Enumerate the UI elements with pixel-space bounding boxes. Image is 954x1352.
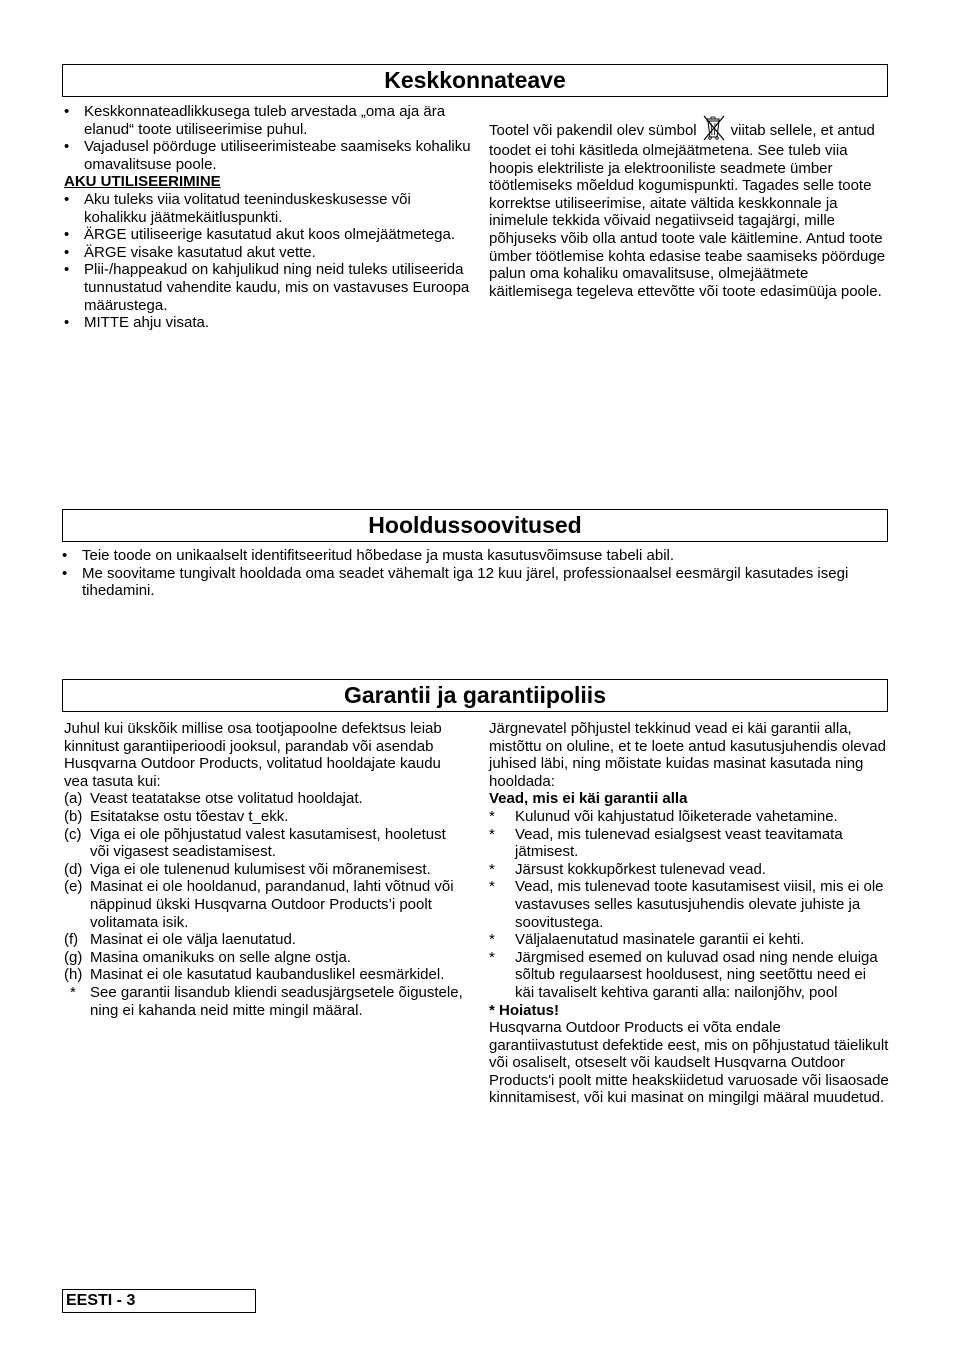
warning-text: Husqvarna Outdoor Products ei võta endale garantiivastutust defektide eest, mis on põhjustatud täielikult või osaliselt, otseselt või kaudselt Husqvarna Outdoor Products'i poolt mitte heakskiidetud varuosade või lisaosade kinnitamisest, või kui masinat on mingilgi määral muudetud.: [489, 1019, 889, 1107]
list-item: • Plii-/happeakud on kahjulikud ning neid tuleks utiliseerida tunnustatud vahendite kaudu, mis on vastavuses Euroopa määrustega.: [64, 261, 470, 314]
exclusions-heading: Vead, mis ei käi garantii alla: [489, 790, 688, 808]
warranty-right-column: [489, 720, 889, 1107]
maintenance-list: [62, 547, 890, 600]
environment-right-column: [489, 120, 889, 300]
environment-left-column: [64, 103, 474, 332]
list-item: • Vajadusel pöörduge utiliseerimisteabe saamiseks kohaliku omavalitsuse poole.: [64, 138, 471, 173]
section-title-warranty: Garantii ja garantiipoliis: [62, 679, 888, 712]
list-item: * See garantii lisandub kliendi seadusjärgsetele õigustele, ning ei kahanda neid mitte mingil määral.: [70, 983, 463, 1019]
warranty-intro: Juhul kui ükskõik millise osa tootjapoolne defektsus leiab kinnitust garantiiperioodi jooksul, parandab või asendab Husqvarna Outdoor Products, volitatud hooldajate kaudu vea tasuta kui:: [64, 720, 442, 790]
list-item: (f) Masinat ei ole välja laenutatud.: [64, 931, 296, 949]
warranty-left-column: [64, 720, 464, 1019]
list-item: * Kulunud või kahjustatud lõiketerade vahetamine.: [489, 807, 838, 825]
list-item: * Vead, mis tulenevad esialgsest veast teavitamata jätmisest.: [489, 825, 843, 861]
page-footer-label: EESTI - 3: [62, 1289, 256, 1313]
section-title-maintenance: Hooldussoovitused: [62, 509, 888, 542]
list-item: • Keskkonnateadlikkusega tuleb arvestada „oma aja ära elanud“ toote utiliseerimise puhul.: [64, 103, 446, 138]
list-item: * Väljalaenutatud masinatele garantii ei kehti.: [489, 931, 805, 949]
list-item: * Vead, mis tulenevad toote kasutamisest viisil, mis ei ole vastavuses selles kasutusjuhendis olevate juhiste ja soovitustega.: [489, 878, 884, 931]
list-item: • ÄRGE visake kasutatud akut vette.: [64, 243, 316, 261]
list-item: • Teie toode on unikaalselt identifitseeritud hõbedase ja musta kasutusvõimsuse tabeli abil.: [62, 547, 675, 564]
section-title-environment: Keskkonnateave: [62, 64, 888, 97]
list-item: • Me soovitame tungivalt hooldada oma seadet vähemalt iga 12 kuu järel, professionaalsel eesmärgil kasutades isegi tihedamini.: [62, 564, 849, 600]
list-item: (e) Masinat ei ole hooldanud, parandanud, lahti võtnud või näppinud ükski Husqvarna Outdoor Products’i poolt volitamata isik.: [64, 878, 454, 931]
list-item: * Järgmised esemed on kuluvad osad ning nende eluiga sõltub regulaarsest hooldusest, ning seetõttu need ei käi tavaliselt kehtiva garanti alla: nailonjõhv, pool: [489, 948, 878, 1001]
list-item: (c) Viga ei ole põhjustatud valest kasutamisest, hooletust või vigasest seadistamisest.: [64, 825, 446, 861]
warning-heading: * Hoiatus!: [489, 1001, 560, 1019]
list-item: (a) Veast teatatakse otse volitatud hooldajat.: [64, 790, 363, 808]
list-item: (h) Masinat ei ole kasutatud kaubanduslikel eesmärkidel.: [64, 966, 445, 984]
list-item: • MITTE ahju visata.: [64, 314, 210, 332]
list-item: (b) Esitatakse ostu tõestav t_ekk.: [64, 807, 289, 825]
crossed-out-bin-icon: [699, 112, 729, 142]
battery-heading: AKU UTILISEERIMINE: [64, 173, 221, 191]
list-item: (d) Viga ei ole tulenenud kulumisest või mõranemisest.: [64, 860, 431, 878]
list-item: * Järsust kokkupõrkest tulenevad vead.: [489, 860, 766, 878]
list-item: (g) Masina omanikuks on selle algne ostja.: [64, 948, 351, 966]
list-item: • Aku tuleks viia volitatud teeninduskeskusesse või kohalikku jäätmekäitluspunkti.: [64, 190, 411, 226]
list-item: • ÄRGE utiliseerige kasutatud akut koos olmejäätmetega.: [64, 226, 456, 244]
exclusions-intro: Järgnevatel põhjustel tekkinud vead ei käi garantii alla, mistõttu on oluline, et te loete antud kasutusjuhendis olevad juhised läbi, ning mõistate kuidas masinat kasutada ning hooldada:: [489, 720, 886, 790]
weee-paragraph: Tootel või pakendil olev sümbol viitab sellele, et antud toodet ei tohi käsitleda olmejäätmetena. See tuleb viia hoopis elektriliste ja elektrooniliste seadmete ümber töötlemiseks mõeldud kogumispunkti. Tagades selle toote korrektse utiliseerimise, aitate vältida keskkonnale ja inimelule tekkida võivaid negatiivseid tagajärgi, mille põhjuseks võib olla antud toote vale käitlemine. Antud toote ümber töötlemise kohta edasise teabe saamiseks pöörduge palun oma kohaliku omavalitsuse, olmejäätmete käitlemisega tegeleva ettevõtte või toote edasimüüja poole.: [489, 120, 889, 300]
